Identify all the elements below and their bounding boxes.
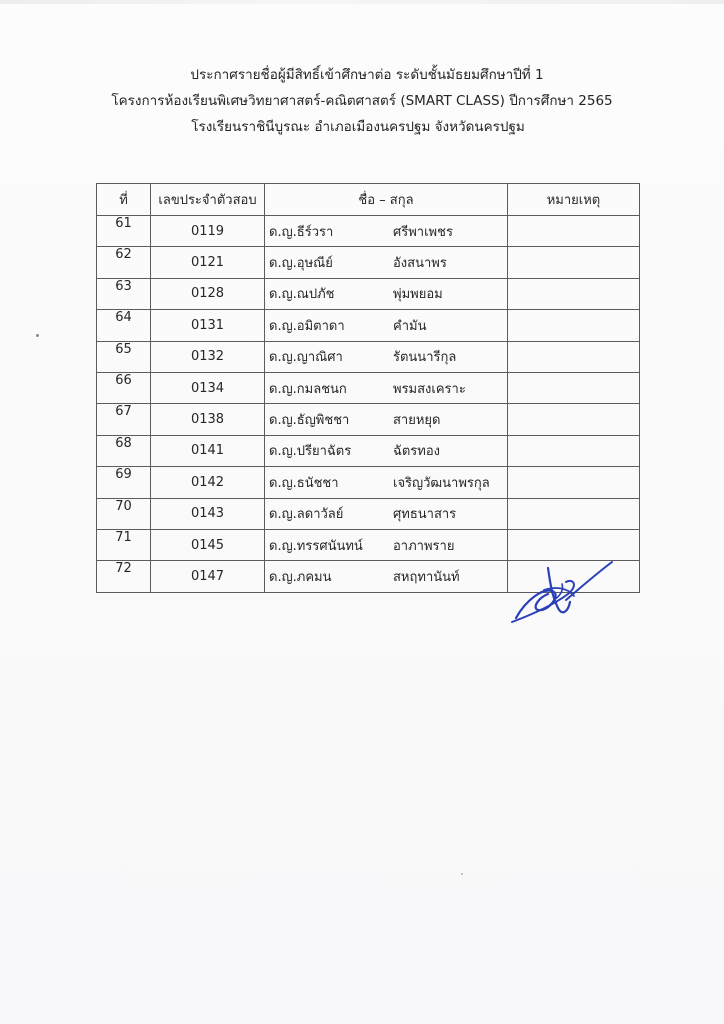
remarks (508, 310, 640, 341)
remarks (508, 341, 640, 372)
first-name: ด.ญ.ธีร์วรา (269, 224, 334, 240)
last-name: รัตนนารีกุล (393, 350, 457, 366)
last-name: พรมสงเคราะ (393, 381, 466, 397)
full-name-cell (265, 372, 508, 403)
remarks (508, 404, 640, 435)
exam-id: 0128 (151, 278, 265, 309)
row-number: 62 (97, 247, 151, 278)
table-row (97, 435, 640, 466)
last-name: เจริญวัฒนาพรกุล (393, 475, 490, 491)
last-name: ฉัตรทอง (393, 444, 441, 460)
first-name: ด.ญ.อุษณีย์ (269, 256, 333, 272)
first-name: ด.ญ.ปรียาฉัตร (269, 444, 352, 460)
table-row (97, 498, 640, 529)
exam-id: 0134 (151, 372, 265, 403)
document-header (0, 62, 724, 140)
last-name: คำมัน (393, 318, 427, 334)
column-header-number: ที่ (97, 184, 151, 216)
exam-id: 0138 (151, 404, 265, 435)
remarks (508, 529, 640, 560)
last-name: ศุทธนาสาร (393, 507, 457, 523)
first-name: ด.ญ.ณปภัช (269, 287, 335, 303)
row-number: 61 (97, 216, 151, 247)
full-name-cell (265, 529, 508, 560)
column-header-exam-id: เลขประจำตัวสอบ (151, 184, 265, 216)
table-row (97, 529, 640, 560)
full-name-cell (265, 498, 508, 529)
table-row (97, 341, 640, 372)
table-row (97, 247, 640, 278)
first-name: ด.ญ.ญาณิศา (269, 350, 343, 366)
table-row (97, 278, 640, 309)
row-number: 67 (97, 404, 151, 435)
exam-id: 0142 (151, 467, 265, 498)
first-name: ด.ญ.กมลชนก (269, 381, 347, 397)
row-number: 69 (97, 467, 151, 498)
exam-id: 0131 (151, 310, 265, 341)
row-number: 65 (97, 341, 151, 372)
row-number: 71 (97, 529, 151, 560)
exam-id: 0141 (151, 435, 265, 466)
first-name: ด.ญ.ธัญพิชชา (269, 413, 350, 429)
exam-id: 0121 (151, 247, 265, 278)
column-header-full-name: ชื่อ – สกุล (265, 184, 508, 216)
remarks (508, 247, 640, 278)
last-name: สหฤทานันท์ (393, 569, 460, 585)
row-number: 70 (97, 498, 151, 529)
scan-edge (0, 0, 724, 4)
last-name: พุ่มพยอม (393, 287, 443, 303)
exam-id: 0132 (151, 341, 265, 372)
last-name: ศรีพาเพชร (393, 224, 453, 240)
full-name-cell (265, 278, 508, 309)
remarks (508, 435, 640, 466)
exam-id: 0119 (151, 216, 265, 247)
table-row (97, 372, 640, 403)
first-name: ด.ญ.ภคมน (269, 569, 332, 585)
table-row (97, 216, 640, 247)
row-number: 63 (97, 278, 151, 309)
remarks (508, 278, 640, 309)
full-name-cell (265, 435, 508, 466)
row-number: 72 (97, 561, 151, 592)
table-body (97, 216, 640, 593)
row-number: 66 (97, 372, 151, 403)
first-name: ด.ญ.อมิตาดา (269, 318, 345, 334)
header-line-2: โครงการห้องเรียนพิเศษวิทยาศาสตร์-คณิตศาสตร์ (SMART CLASS) ปีการศึกษา 2565 (111, 93, 613, 109)
table-row (97, 404, 640, 435)
full-name-cell (265, 561, 508, 592)
exam-id: 0145 (151, 529, 265, 560)
table-header-row (97, 184, 640, 216)
row-number: 64 (97, 310, 151, 341)
full-name-cell (265, 467, 508, 498)
row-number: 68 (97, 435, 151, 466)
remarks (508, 372, 640, 403)
last-name: อาภาพราย (393, 538, 455, 554)
full-name-cell (265, 247, 508, 278)
full-name-cell (265, 404, 508, 435)
full-name-cell (265, 341, 508, 372)
scan-speck (461, 873, 463, 875)
full-name-cell (265, 310, 508, 341)
remarks (508, 467, 640, 498)
last-name: สายหยุด (393, 413, 441, 429)
scan-speck (36, 334, 39, 337)
student-list-table (96, 183, 640, 593)
header-line-3: โรงเรียนราชินีบูรณะ อำเภอเมืองนครปฐม จังหวัดนครปฐม (191, 119, 525, 135)
first-name: ด.ญ.ทรรศนันทน์ (269, 538, 363, 554)
remarks (508, 216, 640, 247)
first-name: ด.ญ.ลดาวัลย์ (269, 507, 344, 523)
exam-id: 0143 (151, 498, 265, 529)
header-line-1: ประกาศรายชื่อผู้มีสิทธิ์เข้าศึกษาต่อ ระดับชั้นมัธยมศึกษาปีที่ 1 (190, 67, 544, 83)
full-name-cell (265, 216, 508, 247)
remarks (508, 498, 640, 529)
column-header-remarks: หมายเหตุ (508, 184, 640, 216)
first-name: ด.ญ.ธนัชชา (269, 475, 339, 491)
table-row (97, 467, 640, 498)
signature-scribble (508, 560, 618, 632)
last-name: อังสนาพร (393, 256, 447, 272)
exam-id: 0147 (151, 561, 265, 592)
table-row (97, 310, 640, 341)
